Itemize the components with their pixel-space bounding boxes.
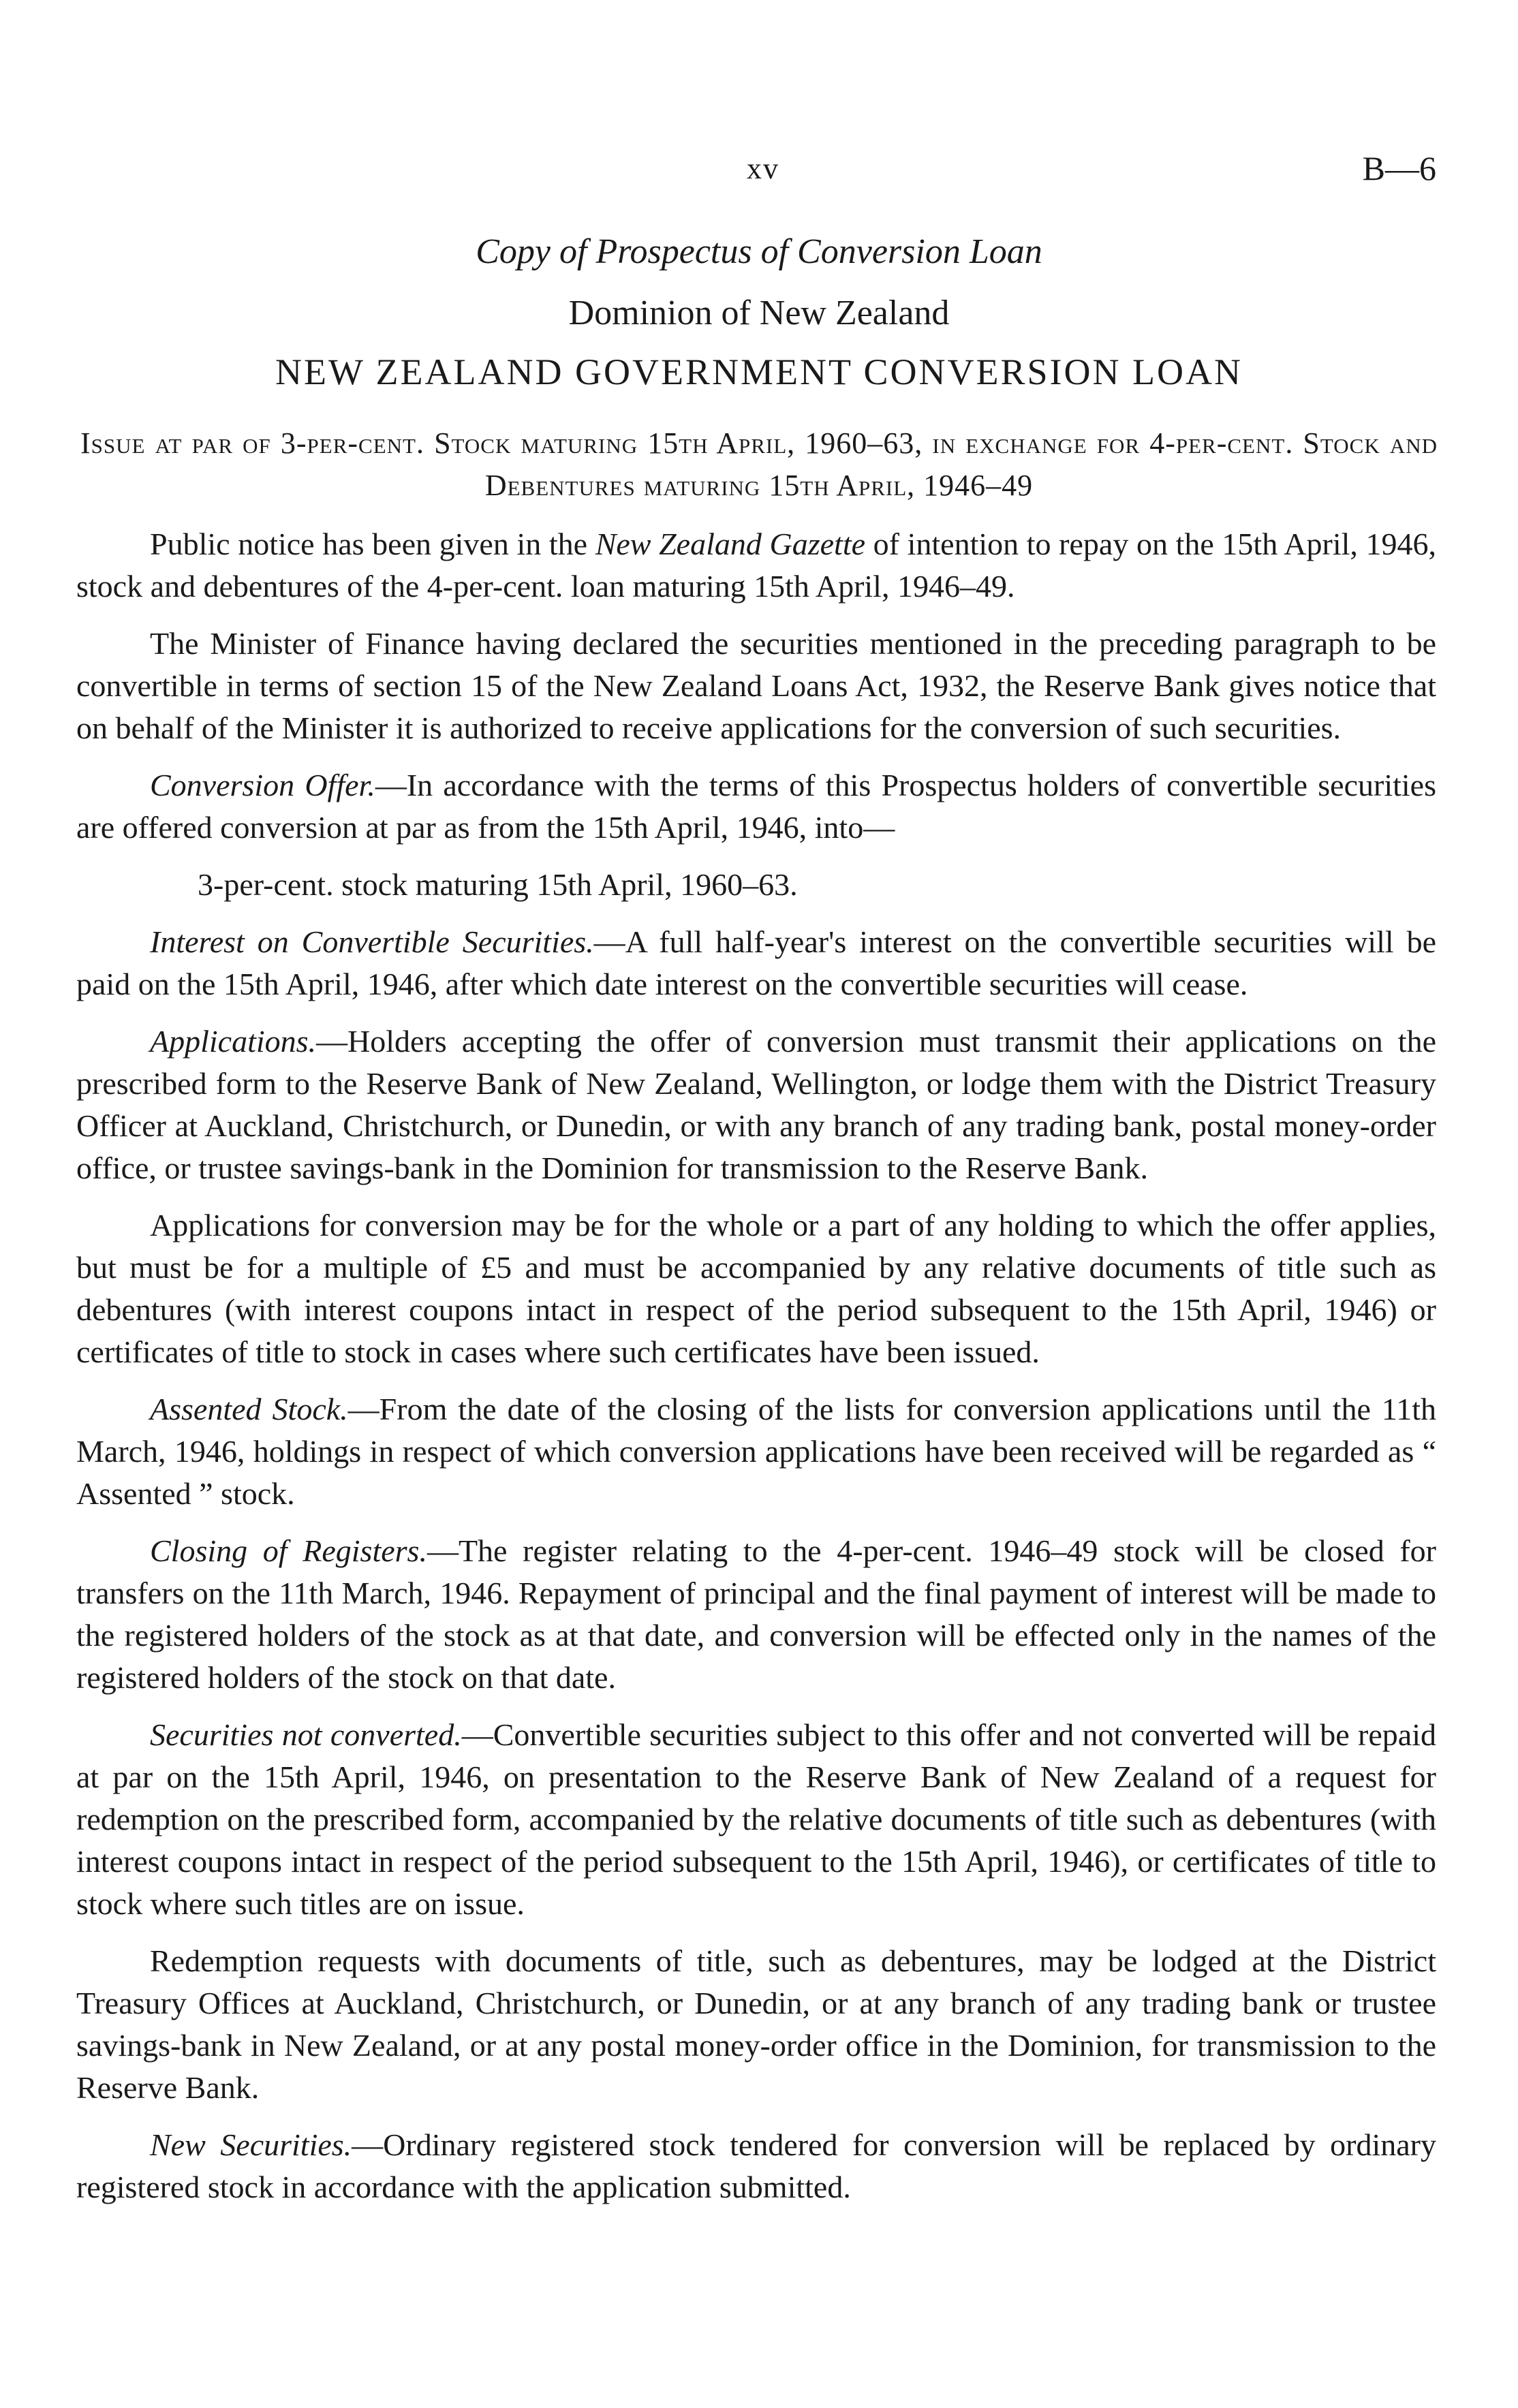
paragraph-closing-registers: Closing of Registers.—The register relating to the 4-per-cent. 1946–49 stock will be closed for transfers on the 11th March, 1946. Repayment of principal and the final payment of interest will be made to the registered holders of the stock as at that date, and conversion will be effected only in the names of the registered holders of the stock on that date. — [76, 1533, 1436, 1695]
issue-subtitle: Issue at par of 3-per-cent. Stock maturing 15th April, 1960–63, in exchange for 4-per-cent. Stock and Debentures maturing 15th April, 1946–49 — [80, 426, 1438, 502]
prospectus-body — [76, 523, 1436, 2223]
paragraph-new-securities: New Securities.—Ordinary registered stock tendered for conversion will be replaced by ordinary registered stock in accordance with the application submitted. — [76, 2127, 1436, 2204]
paragraph-interest: Interest on Convertible Securities.—A full half-year's interest on the convertible securities will be paid on the 15th April, 1946, after which date interest on the convertible securities will cease. — [76, 924, 1436, 1001]
section-lead-conversion-offer: Conversion Offer. — [150, 768, 375, 802]
section-lead-securities-not-converted: Securities not converted. — [150, 1717, 462, 1752]
dominion-heading: Dominion of New Zealand — [568, 294, 950, 332]
section-lead-new-securities: New Securities. — [150, 2127, 352, 2162]
section-lead-closing-registers: Closing of Registers. — [150, 1533, 427, 1568]
paragraph-applications: Applications.—Holders accepting the offer of conversion must transmit their applications on the prescribed form to the Reserve Bank of New Zealand, Wellington, or lodge them with the District Treasury Officer at Auckland, Christchurch, or Dunedin, or with any branch of any trading bank, postal money-order office, or trustee savings-bank in the Dominion for transmission to the Reserve Bank. — [76, 1024, 1436, 1185]
document-reference: B—6 — [1362, 149, 1436, 187]
section-lead-applications: Applications. — [150, 1024, 317, 1059]
section-lead-assented-stock: Assented Stock. — [150, 1392, 348, 1426]
section-lead-interest: Interest on Convertible Securities. — [150, 924, 594, 959]
paragraph-conversion-offer: Conversion Offer.—In accordance with the terms of this Prospectus holders of convertible securities are offered conversion at par as from the 15th April, 1946, into— — [76, 768, 1436, 845]
page-number: xv — [747, 152, 779, 185]
prospectus-heading: Copy of Prospectus of Conversion Loan — [476, 232, 1042, 271]
offer-stock-line: 3-per-cent. stock maturing 15th April, 1960–63. — [198, 867, 798, 902]
paragraph-redemption-requests: Redemption requests with documents of title, such as debentures, may be lodged at the District Treasury Offices at Auckland, Christchurch, or Dunedin, or at any branch of any trading bank or trustee savings-bank in New Zealand, or at any postal money-order office in the Dominion, for transmission to the Reserve Bank. — [76, 1943, 1436, 2105]
loan-title: NEW ZEALAND GOVERNMENT CONVERSION LOAN — [275, 351, 1243, 392]
paragraph-public-notice: Public notice has been given in the New Zealand Gazette of intention to repay on the 15th April, 1946, stock and debentures of the 4-per-cent. loan maturing 15th April, 1946–49. — [76, 527, 1437, 604]
paragraph-minister: The Minister of Finance having declared the securities mentioned in the preceding paragraph to be convertible in terms of section 15 of the New Zealand Loans Act, 1932, the Reserve Bank gives notice that on behalf of the Minister it is authorized to receive applications for the conversion of such securities. — [76, 626, 1436, 745]
paragraph-securities-not-converted: Securities not converted.—Convertible securities subject to this offer and not converted will be repaid at par on the 15th April, 1946, on presentation to the Reserve Bank of New Zealand of a request for redemption on the prescribed form, accompanied by the relative documents of title such as debentures (with interest coupons intact in respect of the period subsequent to the 15th April, 1946), or certificates of title to stock where such titles are on issue. — [76, 1717, 1436, 1921]
paragraph-applications-detail: Applications for conversion may be for the whole or a part of any holding to which the offer applies, but must be for a multiple of £5 and must be accompanied by any relative documents of title such as debentures (with interest coupons intact in respect of the period subsequent to the 15th April, 1946) or certificates of title to stock in cases where such certificates have been issued. — [76, 1208, 1436, 1369]
gazette-title: New Zealand Gazette — [595, 527, 866, 561]
paragraph-assented-stock: Assented Stock.—From the date of the closing of the lists for conversion applications until the 11th March, 1946, holdings in respect of which conversion applications have been received will be regarded as “ Assented ” stock. — [76, 1392, 1436, 1511]
